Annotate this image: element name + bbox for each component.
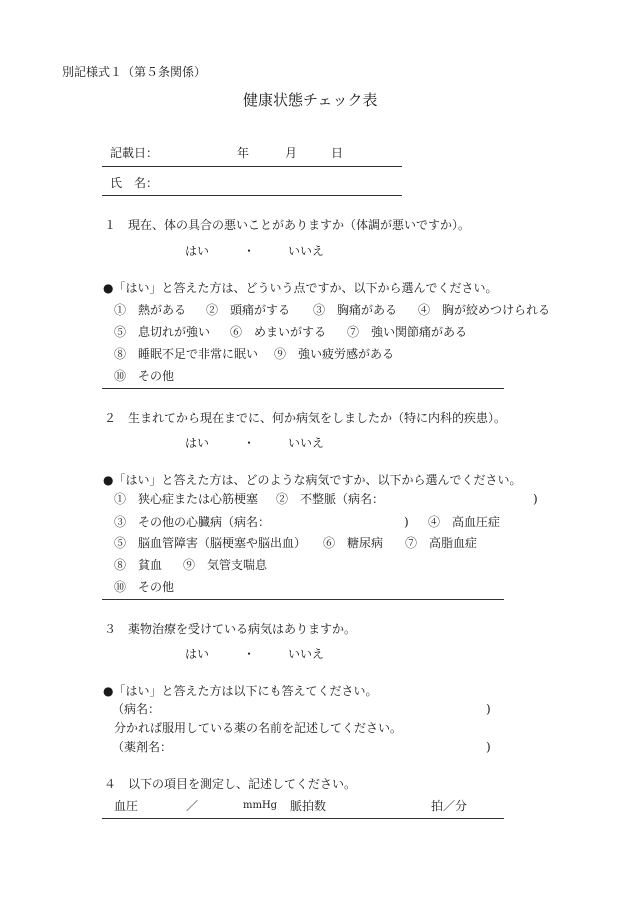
q1-followup-text: ●「はい」と答えた方は、どういう点ですか、以下から選んでください。 <box>103 281 498 295</box>
q1-option-2[interactable]: ② 頭痛がする <box>206 303 291 317</box>
q3-question: ３ 薬物治療を受けている病気はありますか。 <box>104 622 357 636</box>
form-number-label: 別記様式１（第５条関係） <box>62 65 207 79</box>
q2-option-6[interactable]: ⑥ 糖尿病 <box>323 536 384 550</box>
q3-disease-label: （病名： <box>112 702 161 716</box>
q2-option-3[interactable]: ③ その他の心臓病（病名： <box>114 515 271 529</box>
q2-question: ２ 生まれてから現在までに、何か病気をしましたか（特に内科的疾患）。 <box>104 411 507 425</box>
q2-option-8[interactable]: ⑧ 貧血 <box>114 558 163 572</box>
pulse-unit: 拍／分 <box>431 799 468 813</box>
blood-pressure-slash: ／ <box>186 799 199 813</box>
date-day-label: 日 <box>331 146 344 160</box>
mmhg-unit: mmHg <box>243 800 278 811</box>
q3-no-option[interactable]: いいえ <box>288 647 325 661</box>
q1-no-option[interactable]: いいえ <box>288 244 325 258</box>
q2-separator: ・ <box>243 436 256 450</box>
q2-divider <box>102 599 504 600</box>
q1-separator: ・ <box>243 244 256 258</box>
page-title: 健康状態チェック表 <box>243 91 378 109</box>
q1-divider <box>102 388 504 389</box>
name-field-line[interactable] <box>102 195 402 196</box>
q2-option-5[interactable]: ⑤ 脳血管障害（脳梗塞や脳出血） <box>114 536 307 550</box>
date-month-label: 月 <box>285 146 298 160</box>
q2-option-4[interactable]: ④ 高血圧症 <box>428 515 501 529</box>
q1-option-7[interactable]: ⑦ 強い関節痛がある <box>347 325 468 339</box>
blood-pressure-label: 血圧 <box>114 799 139 813</box>
q1-option-10[interactable]: ⑩ その他 <box>114 369 175 383</box>
date-year-label: 年 <box>237 146 250 160</box>
q3-followup-text: ●「はい」と答えた方は以下にも答えてください。 <box>103 684 378 698</box>
q3-note: 分かれば服用している薬の名前を記述してください。 <box>114 721 403 735</box>
name-label: 氏 名： <box>110 176 159 190</box>
q1-option-4[interactable]: ④ 胸が絞めつけられる <box>418 303 551 317</box>
q1-option-5[interactable]: ⑤ 息切れが強い <box>114 325 211 339</box>
q2-no-option[interactable]: いいえ <box>288 436 325 450</box>
q1-option-3[interactable]: ③ 胸痛がある <box>313 303 398 317</box>
q1-option-1[interactable]: ① 熱がある <box>114 303 187 317</box>
q2-option-2-close: ) <box>533 492 538 506</box>
q3-drug-close: ) <box>486 740 491 754</box>
q3-drug-label: （薬剤名： <box>112 740 173 754</box>
q1-yes-option[interactable]: はい <box>185 244 210 258</box>
q3-yes-option[interactable]: はい <box>185 647 210 661</box>
q4-measure-line[interactable] <box>102 818 504 819</box>
q2-followup-text: ●「はい」と答えた方は、どのような病気ですか、以下から選んでください。 <box>103 473 522 487</box>
q4-question: ４ 以下の項目を測定し、記述してください。 <box>104 777 357 791</box>
q1-question: １ 現在、体の具合の悪いことがありますか（体調が悪いですか）。 <box>104 218 471 232</box>
pulse-label: 脈拍数 <box>290 799 327 813</box>
q3-separator: ・ <box>243 647 256 661</box>
q2-option-7[interactable]: ⑦ 高脂血症 <box>405 536 478 550</box>
q2-option-1[interactable]: ① 狭心症または心筋梗塞 <box>114 492 259 506</box>
q1-option-8[interactable]: ⑧ 睡眠不足で非常に眠い <box>114 347 259 361</box>
q2-option-10[interactable]: ⑩ その他 <box>114 580 175 594</box>
q2-option-2[interactable]: ② 不整脈（病名： <box>276 492 385 506</box>
q1-option-9[interactable]: ⑨ 強い疲労感がある <box>274 347 395 361</box>
date-field-line[interactable] <box>102 166 402 167</box>
q2-yes-option[interactable]: はい <box>185 436 210 450</box>
q1-option-6[interactable]: ⑥ めまいがする <box>230 325 327 339</box>
q3-disease-close: ) <box>486 702 491 716</box>
q2-option-3-close: ) <box>404 515 409 529</box>
q2-option-9[interactable]: ⑨ 気管支喘息 <box>183 558 268 572</box>
date-label: 記載日： <box>110 146 159 160</box>
